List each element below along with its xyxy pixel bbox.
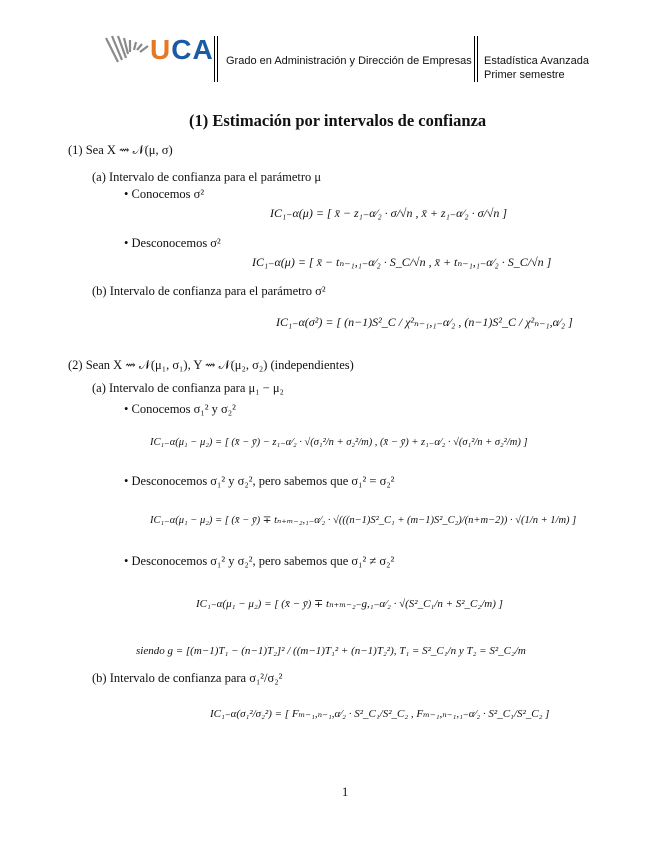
term: Primer semestre [484, 69, 565, 81]
section-1-heading: (1) Sea X ⇝ 𝒩(μ, σ) [68, 143, 173, 157]
formula-ic-diff-known: IC₁₋α(μ₁ − μ₂) = [ (x̄ − ȳ) − z₁₋α⁄₂ · √(σ₁²/n + σ₂²/m) , (x̄ − ȳ) + z₁₋α⁄₂ · √(σ₁²/n + σ₂²/m) ] [150, 437, 528, 448]
section-2-heading: (2) Sean X ⇝ 𝒩(μ₁, σ₁), Y ⇝ 𝒩(μ₂, σ₂) (independientes) [68, 358, 354, 372]
bullet-unknown-variance: • Desconocemos σ² [124, 236, 221, 250]
bullet-text: Desconocemos σ₁² y σ₂², pero sabemos que σ₁² = σ₂² [131, 474, 395, 488]
header-divider [214, 36, 215, 82]
formula-ic-diff-unequal: IC₁₋α(μ₁ − μ₂) = [ (x̄ − ȳ) ∓ tₙ₊ₘ₋₂₋g,₁₋α⁄₂ · √(S²_C₁/n + S²_C₂/m) ] [196, 598, 503, 610]
formula-ic-variance-ratio: IC₁₋α(σ₁²/σ₂²) = [ Fₘ₋₁,ₙ₋₁,α⁄₂ · S²_C₁/S²_C₂ , Fₘ₋₁,ₙ₋₁,₁₋α⁄₂ · S²_C₁/S²_C₂ ] [210, 708, 550, 720]
section-1a-label: (a) Intervalo de confianza para el parámetro μ [92, 170, 322, 184]
header-divider [474, 36, 475, 82]
bullet-text: Desconocemos σ² [131, 236, 221, 250]
uca-logo: UCA [104, 32, 212, 68]
bullet-text: Desconocemos σ₁² y σ₂², pero sabemos que σ₁² ≠ σ₂² [131, 554, 395, 568]
formula-ic-diff-equal: IC₁₋α(μ₁ − μ₂) = [ (x̄ − ȳ) ∓ tₙ₊ₘ₋₂,₁₋α⁄₂ · √(((n−1)S²_C₁ + (m−1)S²_C₂)/(n+m−2)) · √(1/n + 1/m) ] [150, 515, 577, 526]
program-name: Grado en Administración y Dirección de Empresas [226, 55, 472, 67]
bullet-text: Conocemos σ₁² y σ₂² [131, 402, 236, 416]
page-number: 1 [342, 785, 349, 799]
bullet-known-variance: • Conocemos σ² [124, 187, 205, 201]
formula-ic-mu-unknown: IC₁₋α(μ) = [ x̄ − tₙ₋₁,₁₋α⁄₂ · S_C/√n , x̄ + tₙ₋₁,₁₋α⁄₂ · S_C/√n ] [252, 255, 552, 269]
header-divider [217, 36, 218, 82]
section-1b-label: (b) Intervalo de confianza para el parámetro σ² [92, 284, 326, 298]
bullet-unknown-unequal: • Desconocemos σ₁² y σ₂², pero sabemos que σ₁² ≠ σ₂² [124, 554, 395, 568]
course-name: Estadística Avanzada [484, 55, 589, 67]
header-divider [477, 36, 478, 82]
formula-ic-mu-known: IC₁₋α(μ) = [ x̄ − z₁₋α⁄₂ · σ/√n , x̄ + z₁₋α⁄₂ · σ/√n ] [270, 206, 508, 220]
section-2b-label: (b) Intervalo de confianza para σ₁²/σ₂² [92, 671, 283, 685]
bullet-text: Conocemos σ² [131, 187, 205, 201]
bullet-unknown-equal: • Desconocemos σ₁² y σ₂², pero sabemos que σ₁² = σ₂² [124, 474, 395, 488]
formula-ic-sigma2: IC₁₋α(σ²) = [ (n−1)S²_C / χ²ₙ₋₁,₁₋α⁄₂ , (n−1)S²_C / χ²ₙ₋₁,α⁄₂ ] [276, 315, 573, 329]
uca-logo-mark-icon [104, 32, 152, 66]
formula-g-definition: siendo g = [(m−1)T₁ − (n−1)T₂]² / ((m−1)T₁² + (n−1)T₂²), T₁ = S²_C₁/n y T₂ = S²_C₂/m [136, 645, 526, 657]
section-2a-label: (a) Intervalo de confianza para μ₁ − μ₂ [92, 381, 284, 395]
page-title: (1) Estimación por intervalos de confianza [189, 111, 487, 130]
bullet-known-both: • Conocemos σ₁² y σ₂² [124, 402, 236, 416]
